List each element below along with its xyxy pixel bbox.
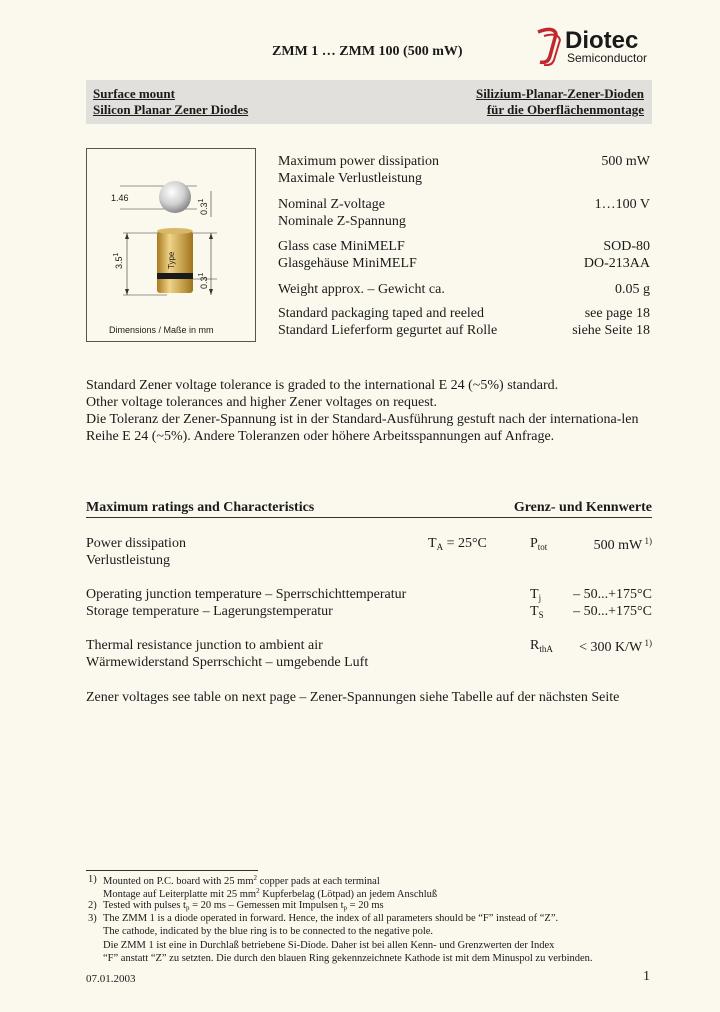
spec-value: DO-213AA [583,256,650,271]
spec-label: Nominale Z-Spannung [278,214,406,229]
spec-label: Maximum power dissipation [278,154,439,169]
brand-name: Diotec [565,27,639,54]
dim-label-ball: 1.46 [111,193,129,203]
ratings-heading-de: Grenz- und Kennwerte [513,500,652,515]
spec-value: 500 mW [601,154,650,169]
footnote-line: Die ZMM 1 ist eine in Durchlaß betriebene Si-Diode. Daher ist bei allen Kenn- und Grenzwerten der Index [103,940,555,951]
rating-value: – 50...+175°C [573,587,652,602]
rating-condition: $T_A = 25^\circ C$ [428,536,487,552]
spec-value: 0.05 g [615,282,650,297]
rating-label: Verlustleistung [86,553,170,568]
rating-value: < 300 K/W $^{1)}$ [579,638,652,655]
paragraph-line: Reihe E 24 (~5%). Andere Toleranzen oder höhere Arbeitsspannungen auf Anfrage. [86,429,555,444]
spec-label: Weight approx. – Gewicht ca. [278,282,445,297]
dim-label-bottom: $0.3^1$ [198,272,209,289]
dim-label-cap: $0.3^1$ [198,198,209,215]
dim-label-length: $3.5^1$ [113,252,124,269]
rating-label: Wärmewiderstand Sperrschicht – umgebende Luft [86,655,369,670]
subtitle-left-2: Silicon Planar Zener Diodes [93,102,249,117]
subtitle-right-2: für die Oberflächenmontage [486,102,644,117]
rating-symbol: $P_{tot}$ [530,536,548,552]
body-type-label: Type [167,251,176,269]
brand-subtitle: Semiconductor [567,51,648,65]
paragraph-line: Standard Zener voltage tolerance is graded to the international E 24 (~5%) standard. [86,378,559,393]
page-number: 1 [643,969,650,984]
spec-label: Glasgehäuse MiniMELF [278,256,417,271]
spec-label: Glass case MiniMELF [278,239,405,254]
paragraph-line: Other voltage tolerances and higher Zener voltages on request. [86,395,438,410]
rating-value: 500 mW $^{1)}$ [593,536,652,553]
rating-label: Storage temperature – Lagerungstemperatur [86,604,333,619]
footnote-line: The ZMM 1 is a diode operated in forward. Hence, the index of all parameters should be “F” instead of “Z”. [103,913,559,924]
dimension-figure [86,148,256,342]
rating-label: Thermal resistance junction to ambient air [86,638,323,653]
footnote-line: Mounted on P.C. board with 25 $mm^2$ copper pads at each terminal [103,874,380,887]
rating-symbol: $T_S$ [530,604,544,620]
spec-label: Maximale Verlustleistung [278,171,422,186]
footnote-line: Tested with pulses tp = 20 ms – Gemessen mit Impulsen tp = 20 ms [103,900,384,912]
footer-date: 07.01.2003 [86,973,136,985]
rating-value: – 50...+175°C [573,604,652,619]
footnote-mark: 2) [88,900,97,911]
footnote-line: Montage auf Leiterplatte mit 25 $mm^2$ Kupferbelag (Lötpad) an jedem Anschluß [103,887,438,900]
figure-caption: Dimensions / Maße in mm [109,325,214,335]
paragraph-line: Die Toleranz der Zener-Spannung ist in der Standard-Ausführung gestuft nach der internationa-len [86,412,639,427]
diotec-logo-icon [532,26,564,66]
footnote-line: “F” anstatt “Z” zu setzten. Die durch den blauen Ring gekennzeichnete Kathode ist mit dem Minuspol zu verbinden. [103,953,593,964]
spec-label: Standard packaging taped and reeled [278,306,485,321]
footnote-divider [86,870,258,871]
subtitle-left-1: Surface mount [93,86,175,101]
spec-value: see page 18 [584,306,650,321]
rating-symbol: $R_{thA}$ [530,638,553,654]
ratings-heading-en: Maximum ratings and Characteristics [86,500,315,515]
spec-value: siehe Seite 18 [572,323,650,338]
section-divider [86,517,652,518]
subtitle-right-1: Silizium-Planar-Zener-Dioden [475,86,644,101]
spec-value: 1…100 V [594,197,650,212]
rating-symbol: $T_j$ [530,587,542,603]
spec-label: Standard Lieferform gegurtet auf Rolle [278,323,498,338]
spec-label: Nominal Z-voltage [278,197,385,212]
diode-drawing [87,149,255,341]
rating-label: Power dissipation [86,536,186,551]
footnote-mark: 1) [88,874,97,885]
document-title: ZMM 1 … ZMM 100 (500 mW) [272,44,463,59]
footnote-line: The cathode, indicated by the blue ring is to be connected to the negative pole. [103,926,434,937]
spec-value: SOD-80 [603,239,650,254]
rating-label: Operating junction temperature – Sperrschichttemperatur [86,587,407,602]
footnote-mark: 3) [88,913,97,924]
zener-table-note: Zener voltages see table on next page – Zener-Spannungen siehe Tabelle auf der nächsten Seite [86,690,620,705]
